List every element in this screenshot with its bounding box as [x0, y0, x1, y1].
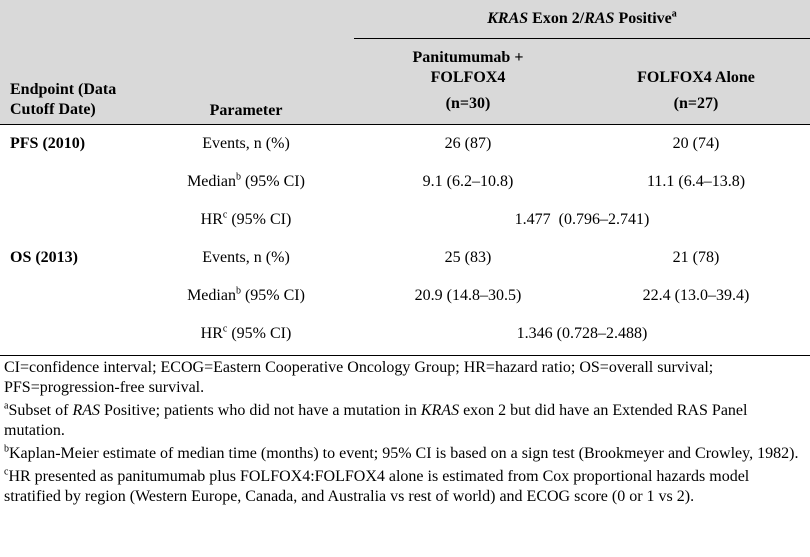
endpoint-cell	[0, 315, 138, 353]
footnote-abbreviations: CI=confidence interval; ECOG=Eastern Cooperative Oncology Group; HR=hazard ratio; OS=overall survival; PFS=progression-free survival.	[4, 359, 714, 396]
arm2-value-cell: 21 (78)	[672, 249, 720, 266]
footnote-a: $^a$Subset of RAS Positive; patients who did not have a mutation in KRAS exon 2 but did have an Extended RAS Panel mutation.	[4, 400, 748, 439]
col-parameter-header: Parameter	[209, 102, 283, 119]
endpoint-cell	[0, 277, 138, 315]
footnotes	[0, 355, 810, 507]
combined-value-cell: 1.346 (0.728–2.488)	[516, 325, 648, 342]
parameter-cell: Events, n (%)	[202, 249, 290, 266]
col-endpoint-header: Endpoint (Data Cutoff Date)	[10, 81, 117, 118]
col-arm2-header: FOLFOX4 Alone (n=27)	[637, 69, 755, 113]
endpoint-cell: PFS (2010)	[10, 135, 86, 152]
arm2-value-cell: 22.4 (13.0–39.4)	[642, 287, 750, 304]
arm1-value-cell: 25 (83)	[444, 249, 492, 266]
endpoint-cell	[0, 201, 138, 239]
parameter-cell: Median$^b$ (95% CI)	[187, 171, 305, 190]
col-arm1-header: Panitumumab + FOLFOX4 (n=30)	[412, 49, 524, 113]
parameter-cell: Events, n (%)	[202, 135, 290, 152]
table-row	[0, 315, 810, 353]
table-row	[0, 201, 810, 239]
parameter-cell: $HR^c$ (95% CI)	[200, 209, 292, 228]
table-row	[0, 163, 810, 201]
arm1-value-cell: 26 (87)	[444, 135, 492, 152]
combined-value-cell: 1.477 (0.796–2.741)	[514, 211, 650, 228]
footnote-b: $^b$Kaplan-Meier estimate of median time (months) to event; 95% CI is based on a sign test (Brookmeyer and Crowley, 1982).	[4, 443, 799, 462]
header-blank-cell	[0, 0, 138, 38]
table-row	[0, 125, 810, 164]
footnote-c: $^c$HR presented as panitumumab plus FOLFOX4:FOLFOX4 alone is estimated from Cox proportional hazards model stratified by region (Western Europe, Canada, and Australia vs rest of world) and ECOG score (0 or 1 vs 2).	[4, 466, 750, 505]
arm1-value-cell: 20.9 (14.8–30.5)	[414, 287, 522, 304]
endpoint-cell: OS (2013)	[10, 249, 78, 266]
table-row	[0, 277, 810, 315]
parameter-cell: Median$^b$ (95% CI)	[187, 285, 305, 304]
group-title: KRAS Exon 2/RAS Positive$^a$	[354, 0, 810, 38]
arm2-value-cell: 20 (74)	[672, 135, 720, 152]
parameter-cell: $HR^c$ (95% CI)	[200, 323, 292, 342]
arm1-value-cell: 9.1 (6.2–10.8)	[422, 173, 514, 190]
table-row	[0, 239, 810, 277]
arm2-value-cell: 11.1 (6.4–13.8)	[646, 173, 746, 190]
endpoint-cell	[0, 163, 138, 201]
header-blank-cell	[138, 0, 354, 38]
